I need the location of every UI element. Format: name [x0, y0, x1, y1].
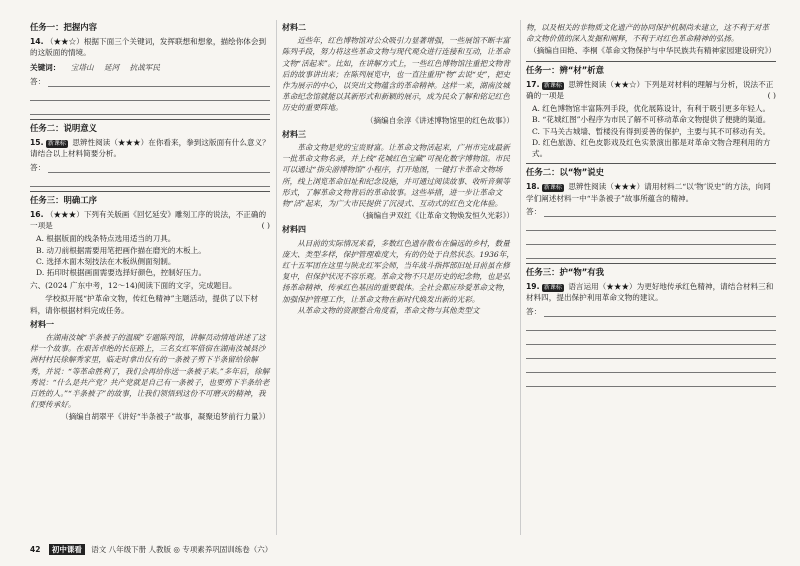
answer-field[interactable]	[526, 306, 776, 317]
section-rule	[526, 163, 776, 164]
question-18	[526, 181, 776, 203]
answer-line[interactable]	[48, 162, 270, 173]
footer-info: 语文 八年级下册 人教版 ◎ 专项素养巩固训练卷（六）	[91, 545, 273, 554]
question-text: 语言运用（★★★）为更好地传承红色精神，请结合材料三和材料四，提出保护利用革命文物的建议。	[526, 282, 774, 303]
option: C. 下马关古城墙、暂楼没有得到妥善的保护，主要与其不可移动有关。	[532, 126, 771, 136]
new-curriculum-badge: 新课标	[543, 184, 562, 192]
section-heading: 任务一：辨“材”析意	[526, 64, 605, 75]
section-heading: 任务一：把握内容	[30, 22, 97, 32]
keywords-row	[30, 62, 270, 73]
answer-line[interactable]	[526, 233, 776, 245]
answer-line[interactable]	[48, 76, 270, 87]
material-text: 从革命文物的资源整合角度看，革命文物与其他类型文	[297, 305, 480, 315]
keyword: 宝塔山	[70, 62, 94, 72]
material-source: （摘编自胡翠平《讲好“半条被子”故事，凝聚追梦前行力量》）	[61, 412, 270, 422]
option: B. 动刀前根据需要用笔把画作描在磨光的木板上。	[36, 245, 206, 255]
answer-label: 答：	[30, 76, 46, 86]
page-footer	[30, 544, 272, 555]
answer-line[interactable]	[526, 319, 776, 331]
material-title: 材料四	[282, 225, 306, 235]
answer-line[interactable]	[544, 306, 776, 317]
material-title: 材料三	[282, 129, 306, 139]
answer-bracket[interactable]: ( )	[261, 221, 270, 231]
keyword: 抗战军民	[129, 62, 160, 72]
page-number: 42	[30, 545, 41, 554]
answer-line[interactable]	[30, 175, 270, 187]
material-source: （摘编自尹双红《让革命文物焕发恒久光彩》）	[358, 211, 514, 221]
option: B. “花城红图”小程序为市民了解不可移动革命文物提供了便捷的渠道。	[532, 115, 771, 125]
left-column	[30, 22, 270, 425]
material-source: （摘编自田艳、李桐《革命文物保护与中华民族共有精神家园建设研究》）	[529, 46, 776, 56]
question-text: 思辨性阅读（★★★）请用材料二“以‘物’说史”的方法，向同学们阐述材料一中“半条被子”故事所蕴含的精神。	[526, 182, 771, 203]
answer-bracket[interactable]: ( )	[767, 91, 776, 101]
section-rule	[526, 263, 776, 264]
answer-line[interactable]	[526, 375, 776, 387]
question-16	[30, 209, 270, 231]
keywords-label: 关键词：	[30, 62, 61, 72]
question-15	[30, 137, 270, 159]
material-title: 材料二	[282, 23, 306, 32]
section-rule	[526, 61, 776, 62]
answer-line[interactable]	[526, 333, 776, 345]
column-divider	[276, 20, 277, 535]
section-rule	[30, 191, 270, 192]
answer-field[interactable]	[526, 206, 776, 217]
brand-logo: 初中课看	[49, 544, 85, 555]
right-column	[526, 22, 776, 389]
new-curriculum-badge: 新课标	[543, 284, 562, 292]
answer-line[interactable]	[526, 247, 776, 259]
answer-line[interactable]	[526, 219, 776, 231]
keyword: 延河	[104, 62, 120, 72]
option: A. 根据版面的线条特点选用适当的刀具。	[36, 234, 176, 244]
answer-line[interactable]	[30, 89, 270, 101]
part-six-body: 学校拟开展“护革命文物，传红色精神”主题活动，提供了以下材料，请你根据材料完成任务。	[30, 294, 258, 315]
question-19	[526, 281, 776, 303]
question-number: 17.	[526, 79, 540, 89]
answer-line[interactable]	[30, 103, 270, 115]
question-text: 思辨性阅读（★★☆）下列是对材料的理解与分析，说法不正确的一项是	[526, 79, 774, 101]
section-heading: 任务三：明确工序	[30, 194, 97, 205]
option: A. 红色博物馆丰富陈列手段，优化展陈设计，有利于吸引更多年轻人。	[532, 104, 771, 114]
question-text: 思辨性阅读（★★★）在你看来，拳到这版面有什么意义？请结合以上材料简要分析。	[30, 138, 270, 159]
option: C. 选择木面木刻技法在木板纵侧面刻制。	[36, 256, 176, 266]
answer-label: 答：	[526, 306, 542, 316]
new-curriculum-badge: 新课标	[543, 81, 562, 89]
new-curriculum-badge: 新课标	[47, 140, 66, 148]
question-number: 19.	[526, 282, 540, 292]
answer-line[interactable]	[526, 347, 776, 359]
answer-field[interactable]	[30, 162, 270, 173]
middle-column	[282, 22, 514, 316]
question-14	[30, 36, 270, 58]
answer-label: 答：	[526, 206, 542, 216]
material-source: （摘编自余淳《讲述博物馆里的红色故事》）	[365, 115, 514, 125]
question-number: 16.	[30, 210, 44, 220]
material-text: 近些年，红色博物馆对公众吸引力显著增强，一些展馆不断丰富陈列手段，努力将这些革命文物与现代观众进行连接和互动，让革命文物“活起来”。比如，在讲解方式上，一些红色博物馆注重把文物背后的故事讲出来；在陈列展览中，也一直注重用“物”去说“史”，把史作为展示的中心，以突出文物蕴含的革命精神。这样一来，湖南汝城革命纪念馆就能以其新形式和新颖的展示，成为民众了解和铭记红色历史的重要阵地。	[282, 36, 511, 113]
answer-line[interactable]	[526, 361, 776, 373]
material-text: 物，以及相关的非物质文化遗产的协同保护机制尚未建立，这不利于对革命文物价值的深入发掘和阐释，不利于对红色革命精神的弘扬。	[526, 23, 769, 44]
question-17	[526, 79, 776, 101]
material-text: 从目前的实际情况来看，多数红色遗存散布在偏远的乡村，数量庞大、类型多样，保护管理难度大，有的仍处于自然状态。1936年，红十五军团在这里与陕北红军会师，当年战斗指挥部旧址目前虽在修复中，但保护状况不容乐观。革命文物不只是历史的纪念物，也是弘扬革命精神、传承红色基因的重要载体。全社会都应珍爱革命文物，加强保护管理工作，让革命文物在新时代焕发出新的光彩。	[282, 238, 514, 304]
answer-line[interactable]	[544, 206, 776, 217]
material-text: 在湖南汝城“半条被子的温暖”专题陈列馆，讲解员动情地讲述了这样一个故事。在艰苦卓绝的长征路上，三名女红军借宿在湖南汝城县沙洲村村民徐解秀家里，临走时拿出仅有的一条被子剪下半条留给徐解秀，并说：“等革命胜利了，我们会再给你送一条被子来。”多年后，徐解秀说：“什么是共产党？共产党就是自己有一条被子，也要剪下半条给老百姓的人。”“半条被子”的故事，让我们领悟到这份不可磨灭的精神，我们要传承好。	[30, 333, 270, 410]
section-rule	[30, 119, 270, 120]
question-text: （★★☆）根据下面三个关键词，发挥联想和想象，描绘你体会到的这版面的情境。	[30, 37, 267, 58]
section-heading: 任务二：以“物”说史	[526, 167, 605, 178]
question-number: 18.	[526, 182, 540, 192]
column-divider	[520, 20, 521, 535]
question-text: （★★★）下列有关版画《回忆延安》雕刻工序的说法，不正确的一项是	[30, 210, 267, 231]
question-number: 14.	[30, 37, 44, 47]
material-title: 材料一	[30, 319, 54, 329]
question-number: 15.	[30, 138, 44, 148]
answer-label: 答：	[30, 162, 46, 172]
part-six-intro: 六、(2024 广东中考，12～14)阅读下面的文字，完成题目。	[30, 281, 237, 291]
option: D. 红色旅游、红色皮影戏及红色实景演出都是对革命文物合理利用的方式。	[532, 137, 771, 159]
option: D. 拓印时根据画面需要选择好颜色，控制好压力。	[36, 268, 207, 278]
section-heading: 任务三：护“物”有我	[526, 267, 605, 278]
section-heading: 任务二：说明意义	[30, 123, 97, 134]
material-text: 革命文物是党的宝贵财富。让革命文物活起来，广州市完成最新一批革命文物名录，并上线“花城红色宝藏”可视化数字博物馆。市民可以通过“指尖游博物馆”小程序，打开地图，一键打卡革命文物场所，线上浏览革命旧址和纪念设施，并可通过阅读故事、收听音频等形式，了解革命文物背后的革命故事。这些举措，进一步让革命文物“活”起来，为广大市民提供了沉浸式、互动式的红色文化体验。	[282, 143, 510, 209]
answer-field[interactable]	[30, 76, 270, 87]
